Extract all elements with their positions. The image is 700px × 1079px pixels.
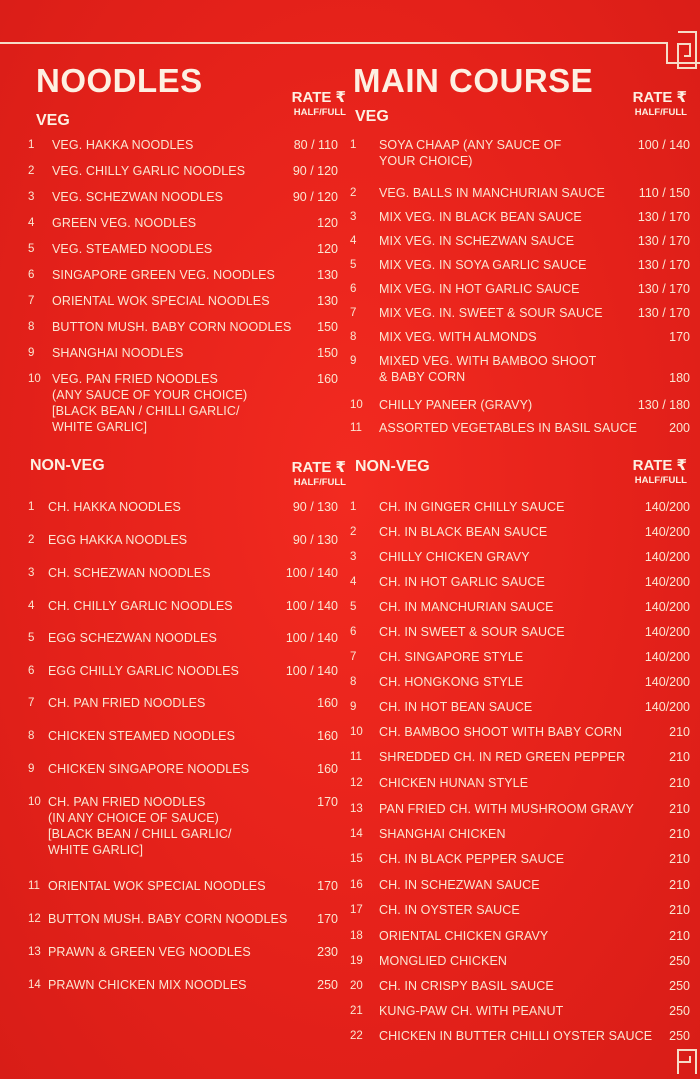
item-number: 21 bbox=[350, 1005, 363, 1017]
menu-item bbox=[350, 329, 690, 345]
item-price: 210 bbox=[669, 802, 690, 816]
item-name: CH. IN SWEET & SOUR SAUCE bbox=[379, 625, 565, 639]
item-number: 9 bbox=[28, 347, 35, 359]
item-price: 130 / 170 bbox=[637, 306, 690, 320]
menu-item bbox=[28, 944, 338, 960]
menu-item bbox=[28, 565, 338, 581]
item-price: 210 bbox=[669, 852, 690, 866]
menu-item bbox=[28, 911, 338, 927]
menu-item bbox=[28, 189, 338, 205]
item-number: 4 bbox=[350, 235, 357, 247]
main-veg-rate-header bbox=[587, 88, 687, 118]
item-price: 210 bbox=[669, 827, 690, 841]
rate-sublabel: HALF/FULL bbox=[293, 477, 346, 488]
item-name: SHANGHAI CHICKEN bbox=[379, 827, 506, 841]
item-name: CHICKEN IN BUTTER CHILLI OYSTER SAUCE bbox=[379, 1029, 653, 1043]
item-number: 7 bbox=[350, 307, 357, 319]
menu-item bbox=[350, 978, 690, 994]
item-number: 17 bbox=[350, 904, 363, 916]
menu-item bbox=[350, 257, 690, 273]
item-name: VEG. SCHEZWAN NOODLES bbox=[52, 190, 224, 204]
item-number: 14 bbox=[350, 828, 363, 840]
menu-item bbox=[28, 598, 338, 614]
item-name: PAN FRIED CH. WITH MUSHROOM GRAVY bbox=[379, 802, 634, 816]
menu-item bbox=[350, 233, 690, 249]
menu-item bbox=[350, 877, 690, 893]
item-number: 10 bbox=[28, 796, 41, 808]
item-number: 7 bbox=[350, 651, 357, 663]
corner-ornament-icon bbox=[676, 1046, 698, 1076]
menu-item bbox=[350, 826, 690, 842]
item-name: BUTTON MUSH. BABY CORN NOODLES bbox=[52, 320, 292, 334]
item-name: MIX VEG. WITH ALMONDS bbox=[379, 330, 537, 344]
item-price: 160 bbox=[317, 729, 338, 743]
menu-item bbox=[350, 353, 690, 385]
main-course-title: MAIN COURSE bbox=[353, 62, 594, 99]
item-name: CH. IN BLACK PEPPER SAUCE bbox=[379, 852, 565, 866]
menu-item bbox=[28, 267, 338, 283]
item-number: 12 bbox=[350, 777, 363, 789]
item-price: 210 bbox=[669, 776, 690, 790]
item-name: SINGAPORE GREEN VEG. NOODLES bbox=[52, 268, 275, 282]
menu-item bbox=[28, 137, 338, 153]
menu-item bbox=[350, 801, 690, 817]
main-nonveg-heading: NON-VEG bbox=[355, 458, 430, 475]
item-price: 210 bbox=[669, 750, 690, 764]
item-price: 110 / 150 bbox=[638, 186, 690, 200]
item-price: 100 / 140 bbox=[285, 566, 338, 580]
item-name: VEG. CHILLY GARLIC NOODLES bbox=[52, 164, 246, 178]
item-price: 130 bbox=[317, 268, 338, 282]
item-name: MIX VEG. IN SCHEZWAN SAUCE bbox=[379, 234, 575, 248]
menu-item bbox=[350, 137, 690, 168]
item-number: 6 bbox=[350, 626, 357, 638]
item-name: CH. IN MANCHURIAN SAUCE bbox=[379, 600, 554, 614]
item-name: CH. CHILLY GARLIC NOODLES bbox=[48, 599, 233, 613]
item-price: 90 / 130 bbox=[292, 533, 338, 547]
item-number: 3 bbox=[350, 551, 357, 563]
menu-item bbox=[28, 241, 338, 257]
item-number: 5 bbox=[350, 601, 357, 613]
item-price: 140/200 bbox=[644, 650, 690, 664]
item-name: PRAWN CHICKEN MIX NOODLES bbox=[48, 978, 247, 992]
item-price: 120 bbox=[317, 242, 338, 256]
item-number: 22 bbox=[350, 1030, 363, 1042]
item-number: 3 bbox=[350, 211, 357, 223]
item-name: CH. HONGKONG STYLE bbox=[379, 675, 524, 689]
item-price: 250 bbox=[669, 979, 690, 993]
item-name: CH. BAMBOO SHOOT WITH BABY CORN bbox=[379, 725, 622, 739]
menu-item bbox=[28, 794, 338, 857]
item-price: 170 bbox=[317, 795, 338, 809]
item-number: 8 bbox=[28, 730, 35, 742]
item-name: CH. HAKKA NOODLES bbox=[48, 500, 181, 514]
item-name: ORIENTAL WOK SPECIAL NOODLES bbox=[48, 879, 266, 893]
rate-label: RATE ₹ bbox=[291, 459, 346, 476]
item-price: 250 bbox=[317, 978, 338, 992]
menu-item bbox=[28, 499, 338, 515]
rate-sublabel: HALF/FULL bbox=[634, 107, 687, 118]
menu-item bbox=[350, 499, 690, 515]
item-name: PRAWN & GREEN VEG NOODLES bbox=[48, 945, 251, 959]
item-name: CH. IN GINGER CHILLY SAUCE bbox=[379, 500, 565, 514]
item-price: 210 bbox=[669, 725, 690, 739]
item-price: 250 bbox=[669, 1004, 690, 1018]
rate-label: RATE ₹ bbox=[291, 89, 346, 106]
menu-item bbox=[28, 371, 338, 434]
item-price: 140/200 bbox=[644, 700, 690, 714]
menu-item bbox=[350, 724, 690, 740]
item-name: CH. IN HOT BEAN SAUCE bbox=[379, 700, 533, 714]
menu-item bbox=[350, 397, 690, 413]
item-price: 140/200 bbox=[644, 600, 690, 614]
item-price: 160 bbox=[317, 696, 338, 710]
item-number: 20 bbox=[350, 980, 363, 992]
item-number: 2 bbox=[28, 534, 35, 546]
item-price: 90 / 130 bbox=[292, 500, 338, 514]
border-line bbox=[666, 42, 668, 64]
item-price: 140/200 bbox=[644, 500, 690, 514]
item-name: CH. PAN FRIED NOODLES bbox=[48, 696, 206, 710]
item-name: CH. SINGAPORE STYLE bbox=[379, 650, 524, 664]
item-name: VEG. PAN FRIED NOODLES (ANY SAUCE OF YOUR CHOICE) [BLACK BEAN / CHILLI GARLIC/ WHITE GARLIC] bbox=[52, 372, 248, 434]
menu-item bbox=[28, 977, 338, 993]
item-price: 200 bbox=[669, 421, 690, 435]
item-name: CH. PAN FRIED NOODLES (IN ANY CHOICE OF SAUCE) [BLACK BEAN / CHILL GARLIC/ WHITE GARLIC] bbox=[48, 795, 232, 857]
menu-item bbox=[28, 293, 338, 309]
item-number: 18 bbox=[350, 930, 363, 942]
item-number: 7 bbox=[28, 295, 35, 307]
menu-item bbox=[350, 524, 690, 540]
item-number: 5 bbox=[28, 243, 35, 255]
item-name: CH. IN HOT GARLIC SAUCE bbox=[379, 575, 545, 589]
item-price: 140/200 bbox=[644, 525, 690, 539]
noodles-title: NOODLES bbox=[36, 62, 203, 99]
item-name: CH. IN OYSTER SAUCE bbox=[379, 903, 520, 917]
item-name: CHICKEN SINGAPORE NOODLES bbox=[48, 762, 250, 776]
item-price: 150 bbox=[317, 320, 338, 334]
item-name: CHILLY PANEER (GRAVY) bbox=[379, 398, 533, 412]
item-name: ASSORTED VEGETABLES IN BASIL SAUCE bbox=[379, 421, 638, 435]
item-price: 160 bbox=[317, 372, 338, 386]
item-price: 90 / 120 bbox=[292, 190, 338, 204]
item-price: 130 / 170 bbox=[637, 258, 690, 272]
item-number: 15 bbox=[350, 853, 363, 865]
item-name: VEG. BALLS IN MANCHURIAN SAUCE bbox=[379, 186, 605, 200]
rate-label: RATE ₹ bbox=[632, 457, 687, 474]
item-number: 2 bbox=[28, 165, 35, 177]
item-number: 11 bbox=[350, 751, 362, 763]
item-number: 13 bbox=[28, 946, 41, 958]
item-name: GREEN VEG. NOODLES bbox=[52, 216, 197, 230]
item-name: VEG. HAKKA NOODLES bbox=[52, 138, 194, 152]
item-price: 170 bbox=[317, 879, 338, 893]
item-number: 6 bbox=[28, 665, 35, 677]
main-veg-heading: VEG bbox=[355, 108, 389, 125]
item-number: 3 bbox=[28, 191, 35, 203]
menu-item bbox=[350, 851, 690, 867]
item-name: MIXED VEG. WITH BAMBOO SHOOT & BABY CORN bbox=[379, 354, 597, 384]
menu-item bbox=[28, 663, 338, 679]
item-name: CH. IN BLACK BEAN SAUCE bbox=[379, 525, 548, 539]
menu-item bbox=[28, 761, 338, 777]
menu-item bbox=[350, 185, 690, 201]
menu-item bbox=[350, 649, 690, 665]
item-name: EGG CHILLY GARLIC NOODLES bbox=[48, 664, 239, 678]
menu-item bbox=[350, 305, 690, 321]
item-number: 6 bbox=[350, 283, 357, 295]
item-number: 8 bbox=[28, 321, 35, 333]
menu-item bbox=[350, 599, 690, 615]
item-number: 4 bbox=[28, 217, 35, 229]
noodles-nonveg-heading: NON-VEG bbox=[30, 457, 105, 474]
item-name: CHILLY CHICKEN GRAVY bbox=[379, 550, 530, 564]
item-name: CH. SCHEZWAN NOODLES bbox=[48, 566, 211, 580]
menu-item bbox=[350, 549, 690, 565]
item-price: 100 / 140 bbox=[285, 664, 338, 678]
menu-item bbox=[350, 902, 690, 918]
item-price: 140/200 bbox=[644, 575, 690, 589]
item-number: 2 bbox=[350, 187, 357, 199]
item-number: 16 bbox=[350, 879, 363, 891]
item-price: 130 / 170 bbox=[637, 234, 690, 248]
menu-item bbox=[350, 1028, 690, 1044]
menu-item bbox=[350, 420, 690, 436]
item-name: CHICKEN HUNAN STYLE bbox=[379, 776, 529, 790]
item-number: 13 bbox=[350, 803, 363, 815]
menu-item bbox=[350, 1003, 690, 1019]
menu-item bbox=[350, 624, 690, 640]
item-price: 140/200 bbox=[644, 550, 690, 564]
menu-item bbox=[350, 775, 690, 791]
item-name: BUTTON MUSH. BABY CORN NOODLES bbox=[48, 912, 288, 926]
menu-item bbox=[28, 319, 338, 335]
menu-item bbox=[350, 928, 690, 944]
item-number: 4 bbox=[28, 600, 35, 612]
item-number: 1 bbox=[350, 501, 357, 513]
item-number: 19 bbox=[350, 955, 363, 967]
item-number: 1 bbox=[28, 501, 35, 513]
item-price: 130 / 170 bbox=[637, 210, 690, 224]
item-name: MIX VEG. IN. SWEET & SOUR SAUCE bbox=[379, 306, 603, 320]
rate-sublabel: HALF/FULL bbox=[293, 107, 346, 118]
menu-item bbox=[350, 209, 690, 225]
menu-item bbox=[350, 674, 690, 690]
item-number: 1 bbox=[350, 139, 357, 151]
menu-item bbox=[28, 630, 338, 646]
item-price: 80 / 110 bbox=[293, 138, 338, 152]
item-number: 11 bbox=[28, 880, 40, 892]
item-number: 6 bbox=[28, 269, 35, 281]
item-name: CH. IN SCHEZWAN SAUCE bbox=[379, 878, 540, 892]
item-price: 120 bbox=[317, 216, 338, 230]
item-number: 7 bbox=[28, 697, 35, 709]
item-number: 9 bbox=[28, 763, 35, 775]
menu-item bbox=[350, 749, 690, 765]
item-number: 1 bbox=[28, 139, 35, 151]
item-price: 170 bbox=[317, 912, 338, 926]
item-price: 130 / 170 bbox=[637, 282, 690, 296]
item-number: 4 bbox=[350, 576, 357, 588]
menu-item bbox=[28, 163, 338, 179]
item-price: 100 / 140 bbox=[637, 138, 690, 152]
item-price: 130 bbox=[317, 294, 338, 308]
item-number: 14 bbox=[28, 979, 41, 991]
item-name: EGG SCHEZWAN NOODLES bbox=[48, 631, 217, 645]
menu-item bbox=[350, 281, 690, 297]
item-price: 140/200 bbox=[644, 675, 690, 689]
item-name: KUNG-PAW CH. WITH PEANUT bbox=[379, 1004, 564, 1018]
noodles-veg-rate-header bbox=[246, 88, 346, 118]
item-name: SHANGHAI NOODLES bbox=[52, 346, 184, 360]
item-price: 140/200 bbox=[644, 625, 690, 639]
item-number: 11 bbox=[350, 422, 362, 434]
menu-item bbox=[350, 699, 690, 715]
menu-item bbox=[28, 878, 338, 894]
item-name: MIX VEG. IN BLACK BEAN SAUCE bbox=[379, 210, 582, 224]
border-line bbox=[0, 42, 666, 44]
item-price: 170 bbox=[669, 330, 690, 344]
rate-sublabel: HALF/FULL bbox=[634, 475, 687, 486]
item-price: 230 bbox=[317, 945, 338, 959]
item-name: SOYA CHAAP (ANY SAUCE OF YOUR CHOICE) bbox=[379, 138, 562, 168]
item-number: 10 bbox=[350, 399, 363, 411]
item-price: 90 / 120 bbox=[292, 164, 338, 178]
rate-label: RATE ₹ bbox=[632, 89, 687, 106]
item-name: ORIENTAL CHICKEN GRAVY bbox=[379, 929, 549, 943]
corner-ornament-icon bbox=[676, 30, 698, 70]
item-number: 2 bbox=[350, 526, 357, 538]
item-number: 3 bbox=[28, 567, 35, 579]
item-price: 210 bbox=[669, 878, 690, 892]
item-number: 5 bbox=[28, 632, 35, 644]
menu-item bbox=[28, 532, 338, 548]
main-nonveg-rate-header bbox=[587, 456, 687, 486]
item-name: MIX VEG. IN HOT GARLIC SAUCE bbox=[379, 282, 580, 296]
item-price: 210 bbox=[669, 903, 690, 917]
item-number: 8 bbox=[350, 676, 357, 688]
item-name: MIX VEG. IN SOYA GARLIC SAUCE bbox=[379, 258, 587, 272]
item-price: 130 / 180 bbox=[637, 398, 690, 412]
item-price: 100 / 140 bbox=[285, 599, 338, 613]
item-name: SHREDDED CH. IN RED GREEN PEPPER bbox=[379, 750, 626, 764]
menu-item bbox=[28, 695, 338, 711]
noodles-nonveg-rate-header bbox=[246, 458, 346, 488]
item-price: 100 / 140 bbox=[285, 631, 338, 645]
item-number: 8 bbox=[350, 331, 357, 343]
item-number: 10 bbox=[28, 373, 41, 385]
menu-item bbox=[28, 215, 338, 231]
item-number: 9 bbox=[350, 701, 357, 713]
item-name: CHICKEN STEAMED NOODLES bbox=[48, 729, 236, 743]
item-price: 210 bbox=[669, 929, 690, 943]
item-price: 180 bbox=[669, 371, 690, 385]
item-price: 150 bbox=[317, 346, 338, 360]
item-number: 9 bbox=[350, 355, 357, 367]
menu-item bbox=[350, 953, 690, 969]
item-name: CH. IN CRISPY BASIL SAUCE bbox=[379, 979, 554, 993]
item-number: 10 bbox=[350, 726, 363, 738]
menu-item bbox=[28, 728, 338, 744]
item-price: 250 bbox=[669, 954, 690, 968]
item-number: 5 bbox=[350, 259, 357, 271]
item-name: ORIENTAL WOK SPECIAL NOODLES bbox=[52, 294, 270, 308]
menu-item bbox=[28, 345, 338, 361]
item-name: VEG. STEAMED NOODLES bbox=[52, 242, 213, 256]
item-price: 250 bbox=[669, 1029, 690, 1043]
item-name: MONGLIED CHICKEN bbox=[379, 954, 508, 968]
item-number: 12 bbox=[28, 913, 41, 925]
item-name: EGG HAKKA NOODLES bbox=[48, 533, 188, 547]
item-price: 160 bbox=[317, 762, 338, 776]
noodles-veg-heading: VEG bbox=[36, 112, 70, 129]
menu-item bbox=[350, 574, 690, 590]
